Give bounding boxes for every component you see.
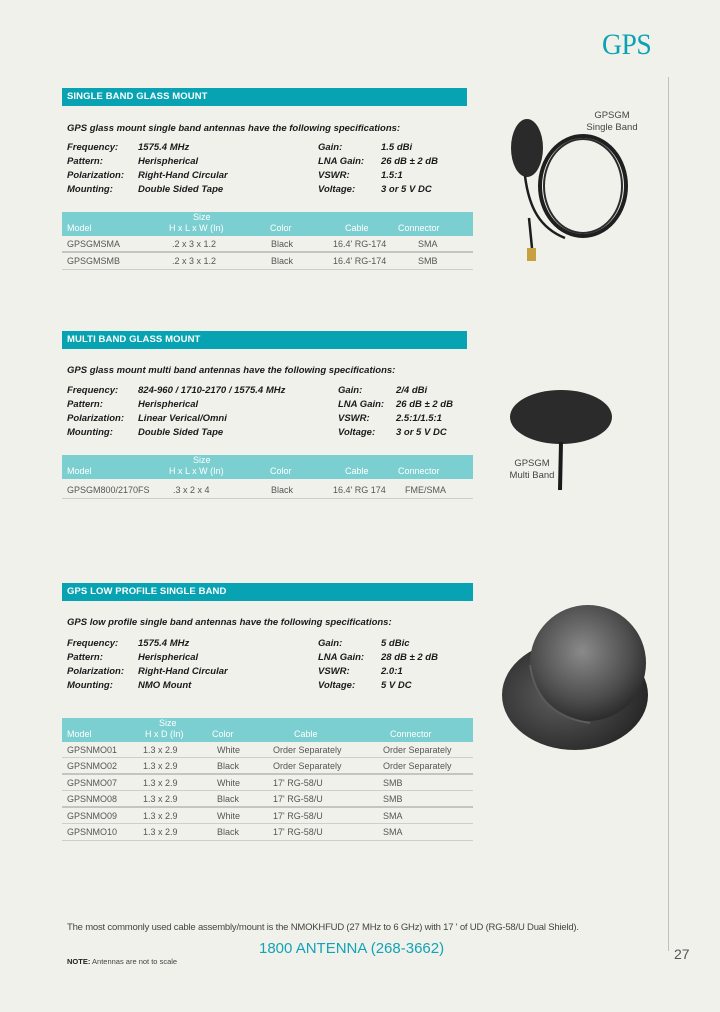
spec-label: Voltage:: [338, 427, 376, 438]
table-row: [62, 758, 473, 775]
cell-model: GPSGMSMA: [67, 239, 121, 249]
cell-model: GPSNMO07: [67, 778, 118, 788]
section-intro: GPS low profile single band antennas have the following specifications:: [67, 617, 392, 628]
spec-label: Mounting:: [67, 680, 113, 691]
spec-label: Gain:: [318, 638, 343, 649]
spec-label: Mounting:: [67, 184, 113, 195]
scale-note-label: NOTE:: [67, 957, 91, 966]
spec-label: Voltage:: [318, 184, 356, 195]
spec-list: [67, 637, 477, 693]
page-divider: [668, 77, 669, 951]
section-intro: GPS glass mount multi band antennas have the following specifications:: [67, 365, 396, 376]
spec-value: 2/4 dBi: [396, 385, 428, 396]
spec-value: 3 or 5 V DC: [396, 427, 447, 438]
table-row: [62, 482, 473, 499]
spec-label: Polarization:: [67, 170, 125, 181]
table-row: [62, 253, 473, 270]
col-header-cable: Cable: [345, 466, 369, 476]
spec-label: Pattern:: [67, 399, 103, 410]
cell-connector: FME/SMA: [405, 485, 447, 495]
col-header-size: H x L x W (In): [169, 466, 224, 476]
col-header-cable: Cable: [345, 223, 369, 233]
spec-label: Pattern:: [67, 156, 103, 167]
cell-model: GPSGM800/2170FS: [67, 485, 150, 495]
table-header: [62, 718, 473, 742]
cell-size: 1.3 x 2.9: [143, 778, 178, 788]
phone-number: 1800 ANTENNA (268-3662): [259, 940, 445, 957]
scale-note: [67, 957, 177, 966]
col-header-size: H x L x W (In): [169, 223, 224, 233]
cell-size: 1.3 x 2.9: [143, 745, 178, 755]
cell-cable: 16.4' RG-174: [333, 256, 387, 266]
spec-label: Polarization:: [67, 666, 125, 677]
col-header-connector: Connector: [398, 466, 440, 476]
cell-color: Black: [217, 827, 240, 837]
cell-color: Black: [271, 256, 294, 266]
section-heading-single-band: SINGLE BAND GLASS MOUNT: [62, 88, 467, 106]
footer-cable-note: The most commonly used cable assembly/mount is the NMOKHFUD (27 MHz to 6 GHz) with 17 ' of UD (RG-58/U Dual Shield).: [67, 922, 579, 933]
cell-connector: Order Separately: [383, 761, 452, 771]
cell-connector: Order Separately: [383, 745, 452, 755]
table-row: [62, 791, 473, 808]
table-header: [62, 455, 473, 479]
spec-value: 824-960 / 1710-2170 / 1575.4 MHz: [138, 385, 286, 396]
spec-value: Double Sided Tape: [138, 427, 224, 438]
cell-size: .2 x 3 x 1.2: [172, 256, 217, 266]
cell-cable: 17' RG-58/U: [273, 827, 323, 837]
spec-label: VSWR:: [338, 413, 370, 424]
spec-label: Pattern:: [67, 652, 103, 663]
image-caption-single-band: GPSGM Single Band: [586, 110, 638, 133]
col-header-color: Color: [270, 466, 292, 476]
cell-connector: SMB: [418, 256, 438, 266]
spec-list: [67, 141, 467, 197]
spec-value: 1.5:1: [381, 170, 403, 181]
spec-value: 5 V DC: [381, 680, 412, 691]
col-header-connector: Connector: [390, 729, 432, 739]
cell-model: GPSNMO09: [67, 811, 118, 821]
table-row: [62, 808, 473, 824]
spec-label: Mounting:: [67, 427, 113, 438]
section-intro: GPS glass mount single band antennas have the following specifications:: [67, 123, 401, 134]
spec-label: Voltage:: [318, 680, 356, 691]
cell-size: 1.3 x 2.9: [143, 794, 178, 804]
table-row: [62, 775, 473, 791]
cell-size: 1.3 x 2.9: [143, 761, 178, 771]
cell-model: GPSGMSMB: [67, 256, 121, 266]
spec-value: NMO Mount: [138, 680, 192, 691]
spec-value: Double Sided Tape: [138, 184, 224, 195]
cell-size: .3 x 2 x 4: [173, 485, 210, 495]
page-number: 27: [674, 946, 690, 962]
col-header-size-top: Size: [193, 455, 211, 465]
cell-model: GPSNMO08: [67, 794, 118, 804]
spec-label: VSWR:: [318, 666, 350, 677]
spec-value: Right-Hand Circular: [138, 666, 228, 677]
spec-label: LNA Gain:: [318, 652, 365, 663]
cell-size: .2 x 3 x 1.2: [172, 239, 217, 249]
spec-value: 26 dB ± 2 dB: [396, 399, 453, 410]
spec-value: 2.5:1/1.5:1: [396, 413, 442, 424]
cell-connector: SMA: [383, 827, 403, 837]
cell-cable: 17' RG-58/U: [273, 778, 323, 788]
cell-cable: 16.4' RG 174: [333, 485, 386, 495]
cell-color: Black: [271, 239, 294, 249]
spec-value: Linear Verical/Omni: [138, 413, 227, 424]
cell-cable: 17' RG-58/U: [273, 794, 323, 804]
col-header-size: H x D (In): [145, 729, 184, 739]
cell-connector: SMB: [383, 778, 403, 788]
cell-cable: 16.4' RG-174: [333, 239, 387, 249]
spec-label: Gain:: [338, 385, 363, 396]
spec-value: Herispherical: [138, 156, 199, 167]
antenna-image-low-profile: [495, 595, 655, 755]
table-row: [62, 742, 473, 758]
spec-value: 3 or 5 V DC: [381, 184, 432, 195]
spec-value: 1575.4 MHz: [138, 638, 190, 649]
col-header-model: Model: [67, 223, 92, 233]
table-row: [62, 236, 473, 253]
cell-color: Black: [271, 485, 294, 495]
spec-label: Gain:: [318, 142, 343, 153]
cell-cable: Order Separately: [273, 745, 342, 755]
spec-value: 1.5 dBi: [381, 142, 413, 153]
col-header-size-top: Size: [159, 718, 177, 728]
cell-model: GPSNMO10: [67, 827, 118, 837]
cell-cable: Order Separately: [273, 761, 342, 771]
spec-table-single-band: [62, 212, 473, 270]
spec-table-low-profile: [62, 718, 473, 841]
spec-value: 28 dB ± 2 dB: [381, 652, 438, 663]
scale-note-text: Antennas are not to scale: [92, 957, 178, 966]
col-header-connector: Connector: [398, 223, 440, 233]
spec-list: [67, 384, 477, 440]
col-header-color: Color: [270, 223, 292, 233]
spec-label: LNA Gain:: [318, 156, 365, 167]
spec-value: Herispherical: [138, 652, 199, 663]
antenna-image-single-band: [505, 118, 645, 268]
cell-connector: SMB: [383, 794, 403, 804]
spec-value: 26 dB ± 2 dB: [381, 156, 438, 167]
cell-color: White: [217, 811, 241, 821]
page-title: GPS: [602, 28, 652, 61]
cell-model: GPSNMO01: [67, 745, 118, 755]
spec-value: Right-Hand Circular: [138, 170, 228, 181]
cell-connector: SMA: [418, 239, 438, 249]
col-header-cable: Cable: [294, 729, 318, 739]
cell-connector: SMA: [383, 811, 403, 821]
spec-label: Polarization:: [67, 413, 125, 424]
spec-value: 5 dBic: [381, 638, 410, 649]
spec-value: Herispherical: [138, 399, 199, 410]
table-header: [62, 212, 473, 236]
cell-model: GPSNMO02: [67, 761, 118, 771]
spec-value: 2.0:1: [381, 666, 403, 677]
spec-value: 1575.4 MHz: [138, 142, 190, 153]
cell-size: 1.3 x 2.9: [143, 811, 178, 821]
cell-size: 1.3 x 2.9: [143, 827, 178, 837]
col-header-model: Model: [67, 466, 92, 476]
spec-label: Frequency:: [67, 142, 119, 153]
col-header-color: Color: [212, 729, 234, 739]
col-header-size-top: Size: [193, 212, 211, 222]
spec-table-multi-band: [62, 455, 473, 499]
spec-label: LNA Gain:: [338, 399, 385, 410]
table-row: [62, 824, 473, 841]
spec-label: Frequency:: [67, 638, 119, 649]
col-header-model: Model: [67, 729, 92, 739]
cell-color: Black: [217, 794, 240, 804]
section-heading-low-profile: GPS LOW PROFILE SINGLE BAND: [62, 583, 473, 601]
cell-color: White: [217, 778, 241, 788]
cell-color: Black: [217, 761, 240, 771]
section-heading-multi-band: MULTI BAND GLASS MOUNT: [62, 331, 467, 349]
spec-label: Frequency:: [67, 385, 119, 396]
cell-color: White: [217, 745, 241, 755]
spec-label: VSWR:: [318, 170, 350, 181]
cell-cable: 17' RG-58/U: [273, 811, 323, 821]
image-caption-multi-band: GPSGM Multi Band: [509, 458, 555, 481]
